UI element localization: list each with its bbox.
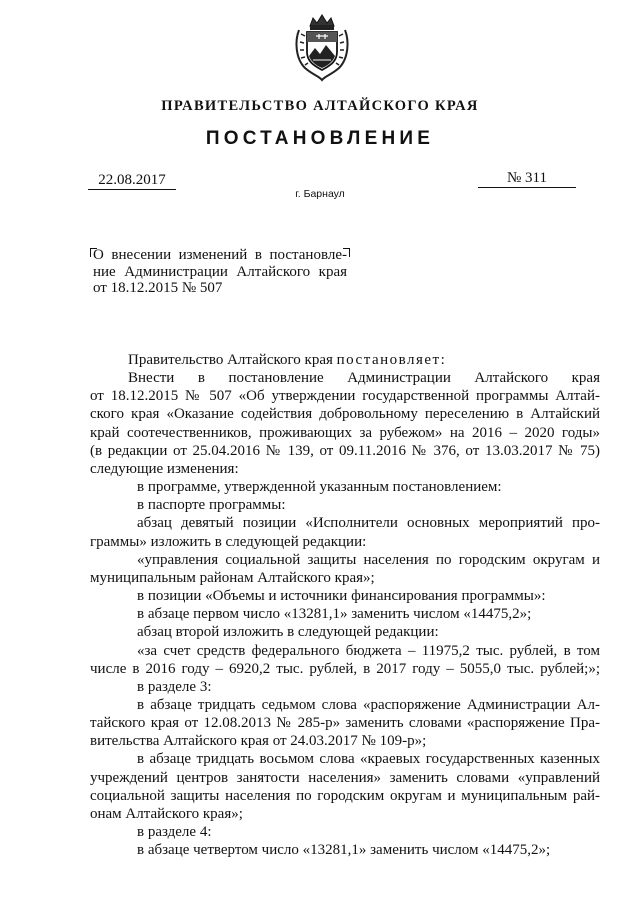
body-line: абзац девятый позиции «Исполнители основных мероприятий про- — [137, 515, 600, 532]
subject-line: ние Администрации Алтайского края — [93, 263, 347, 280]
body-line: числе в 2016 году – 6920,2 тыс. рублей, в 2017 году – 5055,0 тыс. рублей;»; — [90, 660, 600, 677]
body-line: в разделе 4: — [137, 824, 212, 841]
body-line: край соотечественников, проживающих за рубежом» на 2016 – 2020 годы» — [90, 424, 600, 441]
body-line: «управления социальной защиты населения по городским округам и — [137, 551, 600, 568]
coat-of-arms-emblem — [293, 12, 351, 82]
body-line: в разделе 3: — [137, 678, 212, 695]
document-body — [90, 351, 600, 859]
preamble-subject: Правительство Алтайского края — [128, 352, 333, 368]
body-line: муниципальным районам Алтайского края»; — [90, 569, 375, 586]
body-line: Внести в постановление Администрации Алтайского края — [128, 370, 600, 387]
body-line: абзац второй изложить в следующей редакции: — [137, 624, 439, 641]
subject-line: О внесении изменений в постановле- — [93, 247, 347, 263]
body-line: социальной защиты населения по городским округам и муниципальным рай- — [90, 787, 600, 804]
body-line: вительства Алтайского края от 24.03.2017 № 109-р»; — [90, 733, 427, 750]
body-line: тайского края от 12.08.2013 № 285-р» заменить словами «распоряжение Пра- — [90, 715, 600, 732]
body-line: в программе, утвержденной указанным постановлением: — [137, 479, 502, 496]
body-line: в позиции «Объемы и источники финансирования программы»: — [137, 588, 546, 605]
document-city: г. Барнаул — [295, 188, 345, 200]
body-line: следующие изменения: — [90, 460, 239, 477]
document-subject — [93, 247, 347, 297]
government-name: ПРАВИТЕЛЬСТВО АЛТАЙСКОГО КРАЯ — [161, 98, 479, 114]
body-line: «за счет средств федерального бюджета – 11975,2 тыс. рублей, в том — [137, 642, 600, 659]
document-date: 22.08.2017 — [88, 172, 176, 190]
document-type-title: ПОСТАНОВЛЕНИЕ — [205, 128, 435, 149]
document-number: № 311 — [478, 170, 576, 188]
subject-line: от 18.12.2015 № 507 — [93, 280, 223, 296]
body-line: в паспорте программы: — [137, 497, 286, 514]
body-preamble — [90, 351, 600, 369]
body-line: в абзаце четвертом число «13281,1» заменить числом «14475,2»; — [137, 842, 551, 859]
body-line: ского края «Оказание содействия добровольному переселению в Алтайский — [90, 406, 600, 423]
body-line: онам Алтайского края»; — [90, 805, 243, 822]
body-line: в абзаце первом число «13281,1» заменить числом «14475,2»; — [137, 606, 532, 623]
body-line: от 18.12.2015 № 507 «Об утверждении государственной программы Алтай- — [90, 388, 600, 405]
body-line: в абзаце тридцать восьмом слова «краевых государственных казенных — [137, 751, 600, 768]
body-line: граммы» изложить в следующей редакции: — [90, 533, 367, 550]
body-line: в абзаце тридцать седьмом слова «распоряжение Администрации Ал- — [137, 696, 600, 713]
body-line: учреждений центров занятости населения» заменить словами «управлений — [90, 769, 600, 786]
body-line: (в редакции от 25.04.2016 № 139, от 09.11.2016 № 376, от 13.03.2017 № 75) — [90, 442, 600, 459]
preamble-verb: постановляет: — [336, 352, 447, 368]
